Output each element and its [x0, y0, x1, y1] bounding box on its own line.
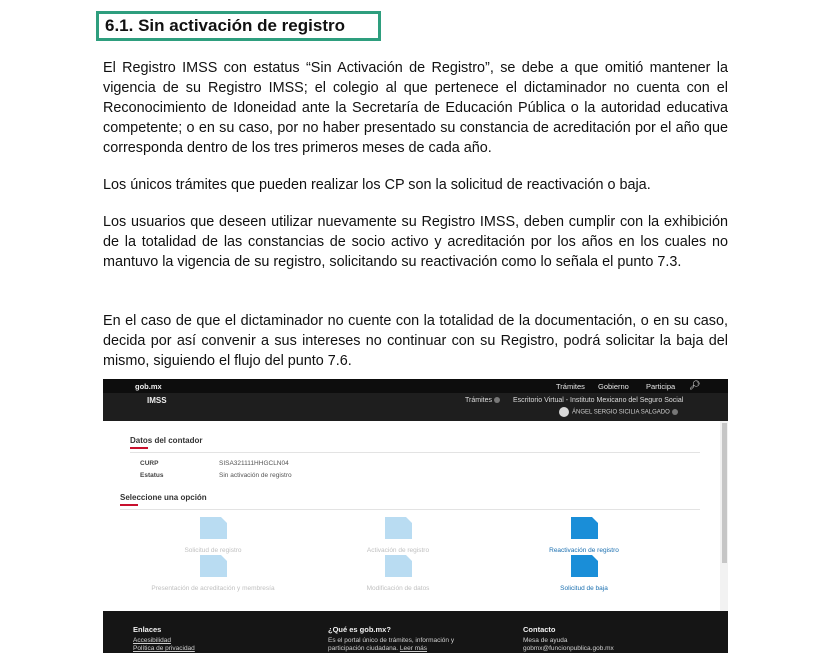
document-icon	[200, 517, 227, 539]
option-modificacion-datos[interactable]	[318, 555, 478, 592]
gob-logo[interactable]: gob.mx	[135, 382, 162, 391]
user-name: ÁNGEL SERGIO SICILIA SALGADO	[572, 409, 670, 416]
section-heading-box	[96, 11, 381, 41]
document-icon	[200, 555, 227, 577]
footer-contacto-title: Contacto	[523, 625, 556, 634]
curp-label: CURP	[140, 460, 159, 467]
divider	[130, 452, 700, 453]
paragraph-sin-activacion: El Registro IMSS con estatus “Sin Activación de Registro”, se debe a que omitió mantener la vigencia de su Registro IMSS; el colegio al que pertenece el dictaminador no cuenta con el Reconocimiento de Idoneidad ante la Secretaría de Educación Pública o la autoridad educativa competente; o en su caso, por no haber presentado su constancia de acreditación por el año que corresponda dentro de los tres primeros meses de cada año.	[103, 60, 728, 156]
gob-footer	[103, 611, 728, 653]
footer-contacto	[523, 625, 614, 653]
imss-title[interactable]: IMSS	[147, 396, 167, 405]
footer-enlaces	[133, 625, 195, 653]
option-activacion-registro[interactable]	[318, 517, 478, 554]
document-icon	[385, 555, 412, 577]
options-underline	[120, 504, 138, 506]
link-accesibilidad[interactable]: Accesibilidad	[133, 637, 171, 644]
option-label: Reactivación de registro	[549, 547, 619, 554]
document-icon	[571, 555, 598, 577]
footer-que-es-title: ¿Qué es gob.mx?	[328, 625, 391, 634]
option-presentacion-acreditacion[interactable]	[133, 555, 293, 592]
search-icon[interactable]: 🔎︎	[689, 380, 701, 390]
option-solicitud-registro[interactable]	[133, 517, 293, 554]
footer-contacto-email[interactable]: gobmx@funcionpublica.gob.mx	[523, 645, 614, 652]
footer-que-es-text2	[328, 645, 454, 653]
paragraph-tramites: Los únicos trámites que pueden realizar los CP son la solicitud de reactivación o baja.	[103, 177, 651, 193]
chevron-down-icon	[494, 397, 500, 403]
nav-participa[interactable]: Participa	[646, 382, 676, 391]
curp-value: SISA321111HHGCLN04	[219, 460, 289, 467]
scrollbar-thumb[interactable]	[722, 423, 727, 563]
contador-underline	[130, 447, 148, 449]
option-label: Modificación de datos	[366, 585, 430, 592]
options-title: Seleccione una opción	[120, 493, 207, 502]
document-icon	[571, 517, 598, 539]
user-avatar	[559, 407, 569, 417]
option-label: Solicitud de baja	[560, 585, 608, 592]
footer-contacto-text: Mesa de ayuda	[523, 637, 568, 644]
menu-tramites-label: Trámites	[465, 397, 492, 404]
option-label: Solicitud de registro	[184, 547, 242, 554]
option-reactivacion-registro[interactable]	[504, 517, 664, 554]
footer-que-es-text2-part: participación ciudadana.	[328, 645, 399, 652]
footer-que-es-text: Es el portal único de trámites, información y	[328, 637, 455, 644]
estatus-value: Sin activación de registro	[219, 472, 292, 479]
user-menu[interactable]	[572, 409, 678, 416]
section-heading: 6.1. Sin activación de registro	[105, 16, 345, 35]
gob-topbar	[103, 379, 728, 393]
option-solicitud-baja[interactable]	[504, 555, 664, 592]
imss-subbar	[103, 393, 728, 421]
link-leer-mas[interactable]: Leer más	[399, 645, 428, 652]
footer-enlaces-title: Enlaces	[133, 625, 162, 634]
option-label: Activación de registro	[366, 547, 430, 554]
paragraph-reactivacion: Los usuarios que deseen utilizar nuevamente su Registro IMSS, deben cumplir con la exhibición de la totalidad de las constancias de socio activo y acreditación por los años en los cuales no mantuvo la vigencia de su registro, solicitando su reactivación como lo señala el punto 7.3.	[103, 214, 728, 270]
chevron-down-icon	[672, 409, 678, 415]
footer-que-es	[328, 625, 454, 653]
link-privacidad[interactable]: Política de privacidad	[133, 645, 195, 652]
document-icon	[385, 517, 412, 539]
nav-tramites[interactable]: Trámites	[556, 382, 585, 391]
contador-title: Datos del contador	[130, 436, 203, 445]
embedded-screenshot	[103, 379, 728, 653]
divider	[120, 509, 700, 510]
paragraph-baja: En el caso de que el dictaminador no cuente con la totalidad de la documentación, o en su caso, decida por así convenir a sus intereses no continuar con su Registro, podrá solicitar la baja del mismo, siguiendo el flujo del punto 7.6.	[103, 313, 728, 369]
nav-gobierno[interactable]: Gobierno	[598, 382, 629, 391]
estatus-label: Estatus	[140, 472, 164, 479]
menu-escritorio[interactable]: Escritorio Virtual - Instituto Mexicano del Seguro Social	[513, 397, 684, 404]
option-label: Presentación de acreditación y membresía	[151, 585, 275, 592]
menu-tramites[interactable]	[465, 397, 500, 404]
